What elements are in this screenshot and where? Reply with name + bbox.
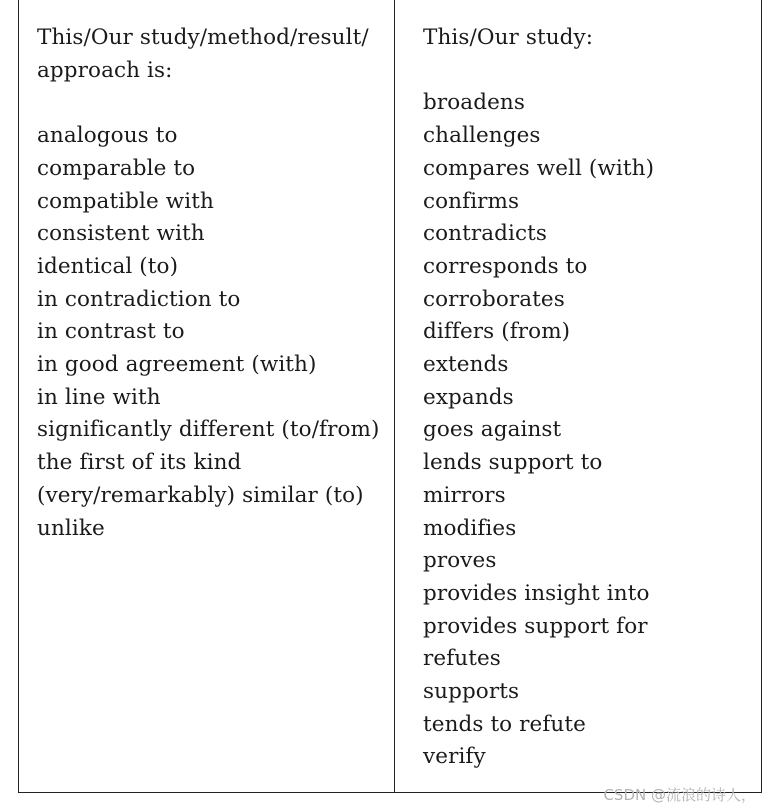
right-item: differs (from)	[423, 319, 571, 345]
left-item: unlike	[37, 515, 105, 541]
left-item: (very/remarkably) similar (to)	[37, 482, 364, 508]
right-item: goes against	[423, 417, 562, 443]
csdn-watermark: CSDN @流浪的诗人，	[603, 786, 756, 804]
right-item: compares well (with)	[423, 155, 655, 181]
left-item: in contradiction to	[37, 286, 241, 312]
right-item: tends to refute	[423, 711, 586, 737]
left-item: comparable to	[37, 155, 196, 181]
right-item: lends support to	[423, 450, 603, 476]
right-item: provides support for	[423, 613, 648, 639]
right-item: corresponds to	[423, 253, 588, 279]
left-item: analogous to	[37, 123, 178, 149]
right-spacer	[423, 55, 654, 88]
left-item: the first of its kind	[37, 450, 242, 476]
right-item: broadens	[423, 90, 525, 116]
right-heading: This/Our study:	[423, 25, 594, 50]
left-item: significantly different (to/from)	[37, 417, 380, 443]
left-item: consistent with	[37, 221, 205, 247]
right-item: contradicts	[423, 221, 548, 247]
right-item: modifies	[423, 515, 517, 541]
right-item: mirrors	[423, 482, 506, 508]
left-item: in good agreement (with)	[37, 352, 317, 378]
left-item: in line with	[37, 384, 161, 410]
left-spacer	[37, 87, 380, 120]
right-item: supports	[423, 679, 520, 705]
right-item: corroborates	[423, 286, 565, 312]
left-heading-line-2: approach is:	[37, 57, 173, 83]
right-item: extends	[423, 352, 509, 378]
right-column	[423, 22, 654, 774]
right-item: provides insight into	[423, 580, 650, 606]
left-item: in contrast to	[37, 319, 185, 345]
left-column	[37, 22, 380, 545]
left-heading-line-1: This/Our study/method/result/	[37, 25, 369, 50]
left-item: identical (to)	[37, 253, 179, 279]
right-item: challenges	[423, 123, 541, 149]
right-item: refutes	[423, 646, 501, 672]
right-item: verify	[423, 744, 486, 770]
left-item: compatible with	[37, 188, 214, 214]
right-item: confirms	[423, 188, 520, 214]
right-item: proves	[423, 548, 497, 574]
column-divider	[394, 0, 395, 793]
right-item: expands	[423, 384, 514, 410]
